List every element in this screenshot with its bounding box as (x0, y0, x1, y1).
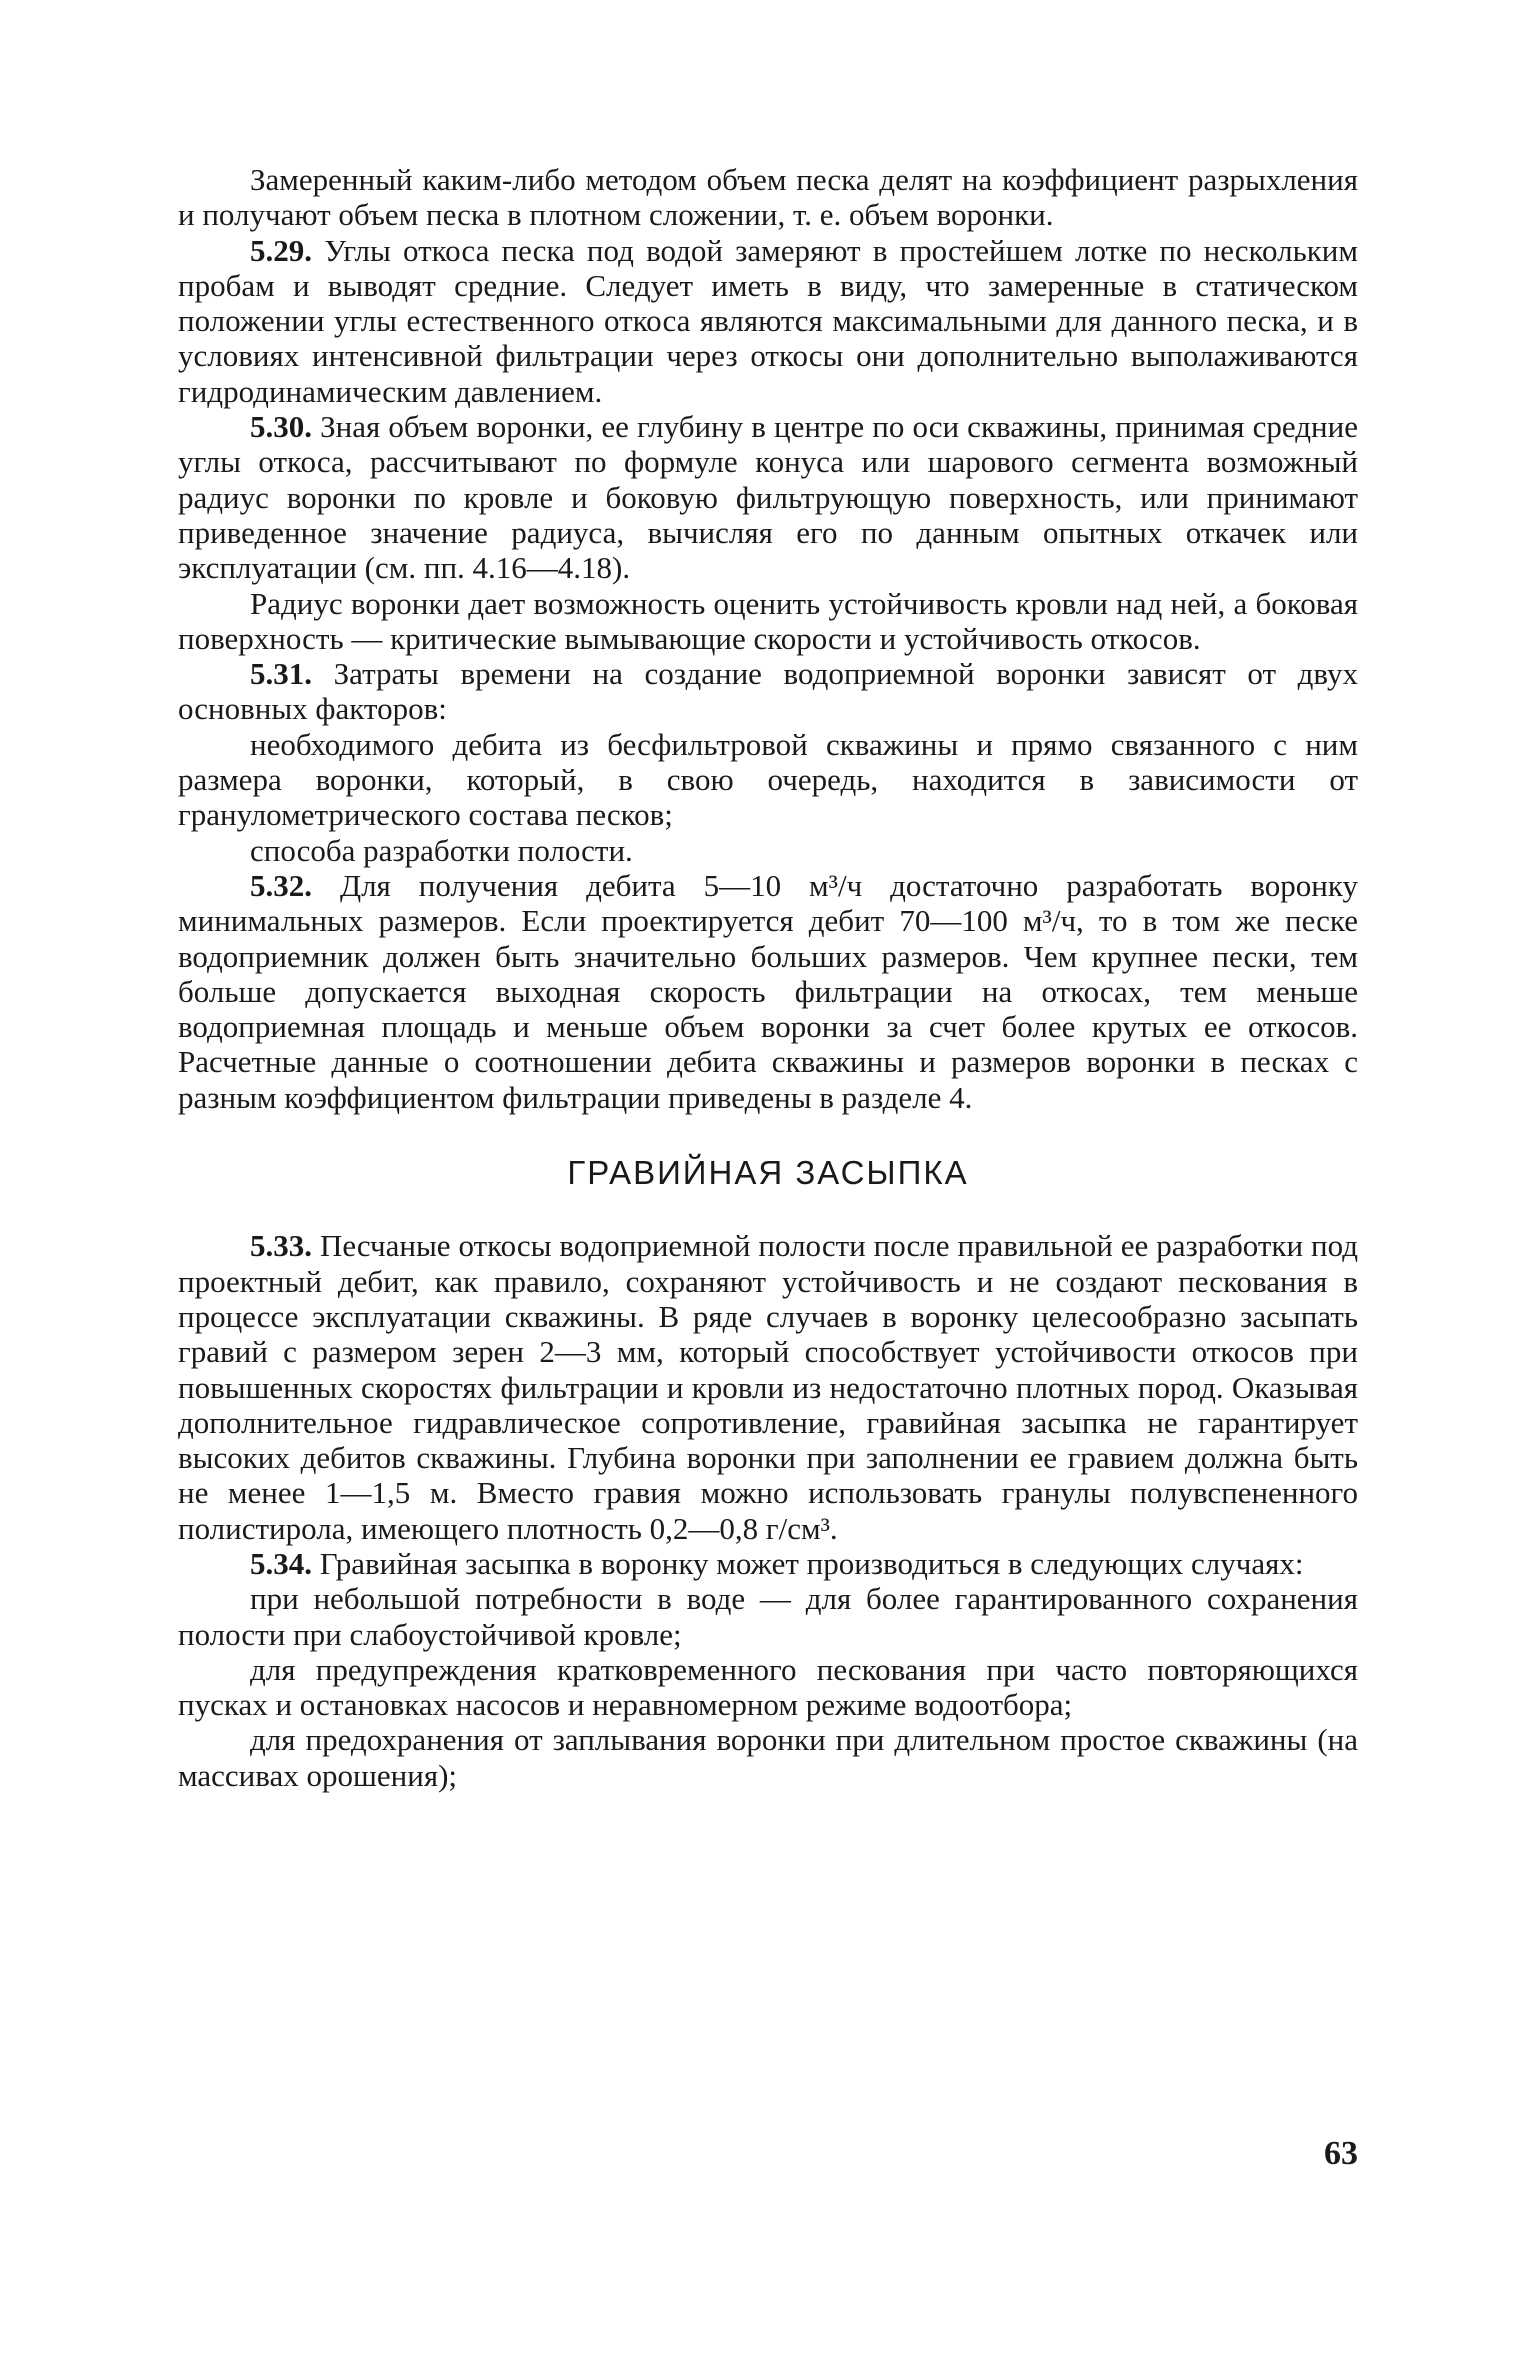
clause-number: 5.31. (250, 656, 312, 692)
clause-number: 5.32. (250, 867, 312, 903)
section-heading: ГРАВИЙНАЯ ЗАСЫПКА (567, 1154, 969, 1192)
clause-number: 5.34. (250, 1545, 312, 1581)
list-item-debit: необходимого дебита из бесфильтровой скважины и прямо связанного с ним размера воронки, который, в свою очередь, находится в зависимости от гранулометрического состава песков; (178, 726, 1358, 833)
paragraph-5-33: 5.33. Песчаные откосы водоприемной полости после правильной ее разработки под проектный дебит, как правило, сохраняют устойчивость и не создают пескования в процессе эксплуатации скважины. В ряде случаев в воронку целесообразно засыпать гравий с размером зерен 2—3 мм, который способствует устойчивости откосов при повышенных скоростях фильтрации и кровли из недостаточно плотных пород. Оказывая дополнительное гидравлическое сопротивление, гравийная засыпка не гарантирует высоких дебитов скважины. Глубина воронки при заполнении ее гравием должна быть не менее 1—1,5 м. Вместо гравия можно использовать гранулы полувспененного полистирола, имеющего плотность 0,2—0,8 г/см³. (178, 1228, 1358, 1546)
list-item-method: способа разработки полости. (250, 832, 633, 868)
paragraph-5-34: 5.34. Гравийная засыпка в воронку может производиться в следующих случаях: (250, 1545, 1304, 1581)
paragraph-5-32: 5.32. Для получения дебита 5—10 м³/ч достаточно разработать воронку минимальных размеров. Если проектируется дебит 70—100 м³/ч, то в том же песке водоприемник должен быть значительно больших размеров. Чем крупнее пески, тем больше допускается выходная скорость фильтрации на откосах, тем меньше водоприемная площадь и меньше объем воронки за счет более крутых ее откосов. Расчетные данные о соотношении дебита скважины и размеров воронки в песках с разным коэффициентом фильтрации приведены в разделе 4. (178, 867, 1359, 1115)
list-item-short-sanding: для предупреждения кратковременного пескования при часто повторяющихся пусках и остановках насосов и неравномерном режиме водоотбора; (178, 1651, 1358, 1723)
clause-number: 5.29. (250, 232, 312, 268)
page-number: 63 (1324, 2135, 1358, 2172)
list-item-small-demand: при небольшой потребности в воде — для более гарантированного сохранения полости при слабоустойчивой кровле; (178, 1581, 1358, 1652)
paragraph-5-31: 5.31. Затраты времени на создание водоприемной воронки зависят от двух основных факторов: (178, 656, 1358, 727)
list-item-long-idle: для предохранения от заплывания воронки при длительном простое скважины (на массивах орошения); (178, 1722, 1358, 1793)
page-body (178, 162, 1358, 1793)
paragraph-intro: Замеренный каким-либо методом объем песка делят на коэффициент разрыхления и получают объем песка в плотном сложении, т. е. объем воронки. (178, 162, 1358, 233)
paragraph-radius: Радиус воронки дает возможность оценить устойчивость кровли над ней, а боковая поверхность — критические вымывающие скорости и устойчивость откосов. (178, 585, 1358, 656)
clause-number: 5.30. (250, 409, 312, 445)
paragraph-5-30: 5.30. Зная объем воронки, ее глубину в центре по оси скважины, принимая средние углы откоса, рассчитывают по формуле конуса или шарового сегмента возможный радиус воронки по кровле и боковую фильтрующую поверхность, или принимают приведенное значение радиуса, вычисляя его по данным опытных откачек или эксплуатации (см. пп. 4.16—4.18). (178, 409, 1358, 586)
clause-number: 5.33. (250, 1228, 312, 1264)
paragraph-5-29: 5.29. Углы откоса песка под водой замеряют в простейшем лотке по нескольким пробам и выводят средние. Следует иметь в виду, что замеренные в статическом положении углы естественного откоса являются максимальными для данного песка, и в условиях интенсивной фильтрации через откосы они дополнительно выполаживаются гидродинамическим давлением. (178, 232, 1358, 409)
